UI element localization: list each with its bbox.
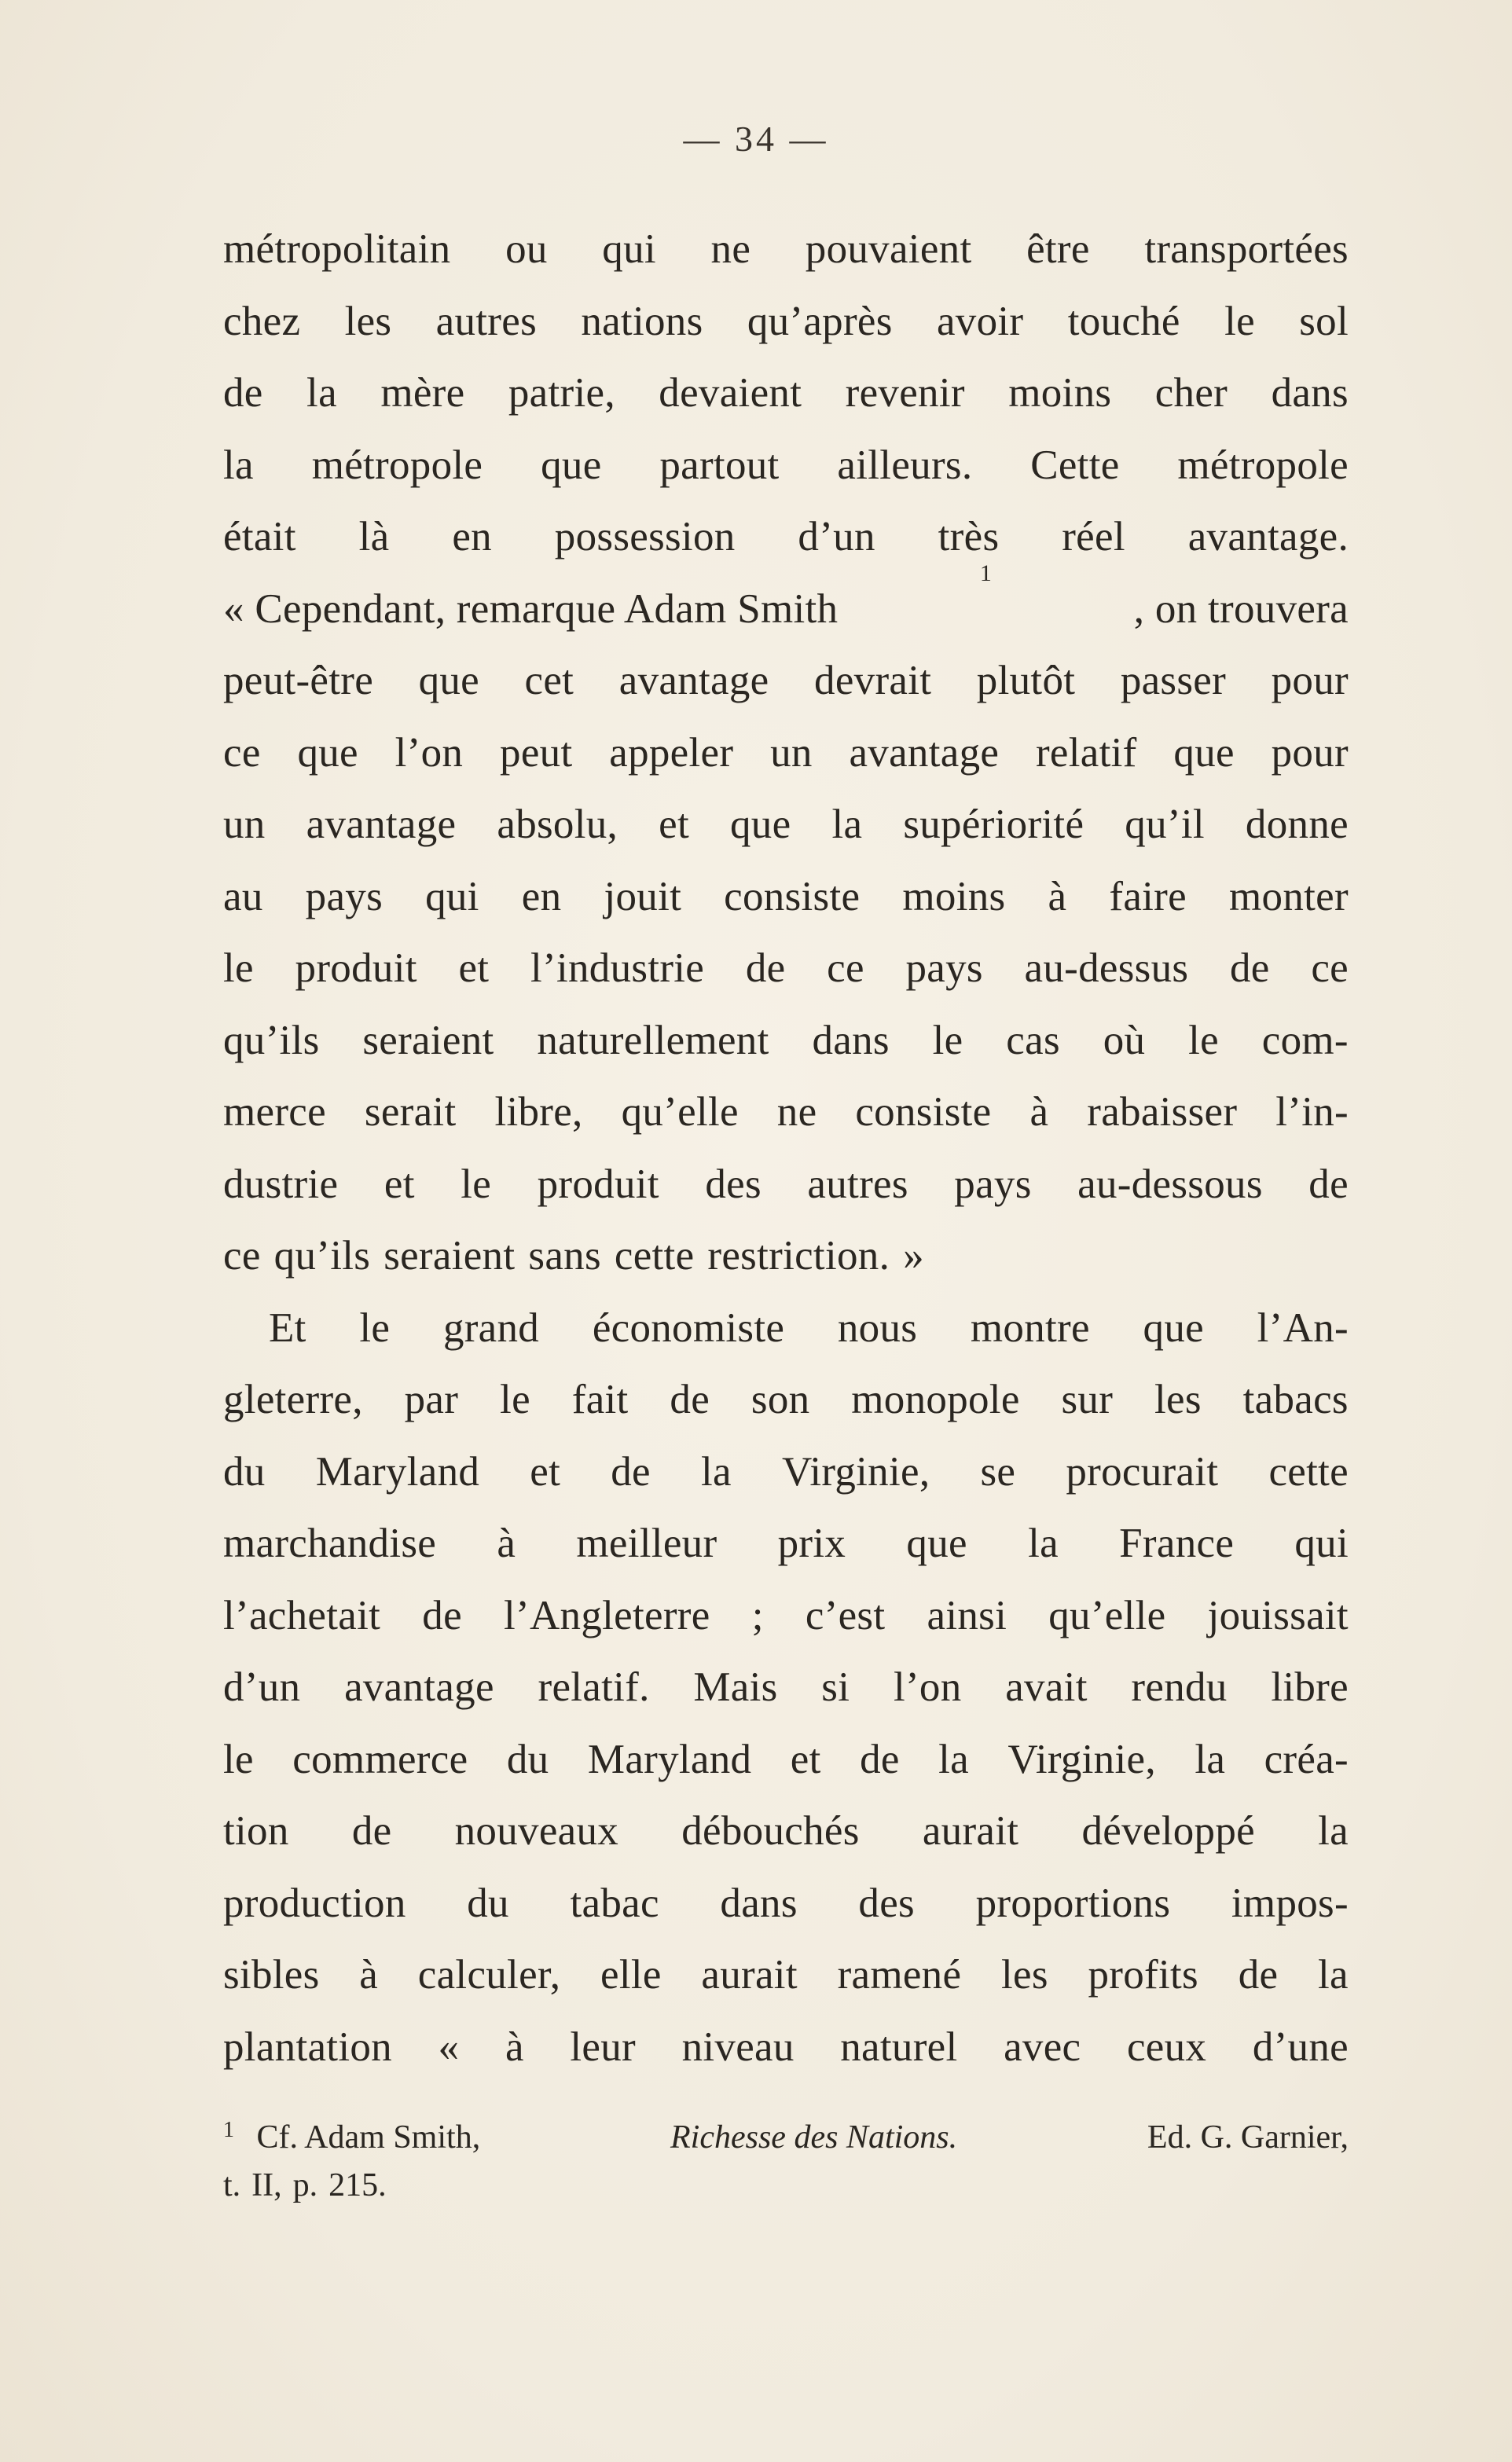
word: revenir bbox=[845, 370, 965, 416]
word: cas bbox=[1006, 1017, 1060, 1063]
text-line bbox=[223, 1796, 1349, 1868]
word: produit bbox=[537, 1161, 659, 1207]
word: métropolitain bbox=[223, 226, 451, 272]
text-line bbox=[223, 1364, 1349, 1436]
word: produit bbox=[295, 945, 417, 991]
word: créa- bbox=[1264, 1736, 1349, 1782]
word: du bbox=[223, 1448, 266, 1495]
footnote-group bbox=[223, 2114, 480, 2162]
word: naturellement bbox=[537, 1017, 769, 1063]
text-line bbox=[223, 933, 1349, 1005]
word: rabaisser bbox=[1087, 1089, 1238, 1135]
word: de bbox=[860, 1736, 900, 1782]
word: autres bbox=[807, 1161, 908, 1207]
word: ne bbox=[710, 226, 751, 272]
text-line bbox=[223, 286, 1349, 358]
word: les bbox=[1154, 1377, 1202, 1422]
word: chez bbox=[223, 298, 301, 344]
word: Cette bbox=[1030, 442, 1120, 488]
word: appeler bbox=[609, 729, 734, 776]
word: très bbox=[938, 514, 1000, 560]
word: sol bbox=[1299, 298, 1349, 344]
word: rendu bbox=[1131, 1664, 1228, 1710]
word: du bbox=[467, 1880, 509, 1926]
word: restriction. bbox=[707, 1233, 890, 1279]
word: ne bbox=[776, 1089, 817, 1135]
word: qu’après bbox=[747, 298, 893, 344]
word: aurait bbox=[701, 1952, 798, 1998]
text-line bbox=[223, 214, 1349, 286]
word: seraient bbox=[384, 1233, 516, 1279]
footnote-marker: 1 bbox=[223, 2118, 234, 2142]
word: les bbox=[344, 298, 392, 344]
word: le bbox=[223, 945, 254, 991]
word: avantage bbox=[344, 1664, 494, 1710]
word: ailleurs. bbox=[837, 442, 973, 488]
word: à bbox=[1048, 873, 1067, 919]
word: qui bbox=[1294, 1521, 1349, 1566]
word: avantage. bbox=[1187, 514, 1349, 560]
word: ramené bbox=[837, 1952, 962, 1998]
word: la bbox=[223, 442, 254, 488]
word: avoir bbox=[936, 298, 1024, 344]
word: et bbox=[458, 945, 490, 991]
word: 215. bbox=[328, 2167, 387, 2203]
word: la bbox=[831, 802, 863, 847]
word: commerce bbox=[292, 1736, 468, 1782]
word: la bbox=[938, 1736, 969, 1782]
word: que bbox=[730, 802, 791, 847]
text-line bbox=[223, 1652, 1349, 1724]
text-line bbox=[223, 1436, 1349, 1509]
word: dans bbox=[812, 1017, 890, 1063]
word: pays bbox=[905, 945, 983, 991]
word: du bbox=[506, 1736, 549, 1782]
word: métropole bbox=[311, 442, 483, 488]
word: au-dessous bbox=[1077, 1161, 1263, 1207]
word: p. bbox=[292, 2167, 318, 2203]
word: l’industrie bbox=[530, 945, 705, 991]
word: d’une bbox=[1252, 2024, 1349, 2070]
word: à bbox=[1029, 1089, 1049, 1135]
word: que bbox=[297, 729, 358, 776]
word: de bbox=[1308, 1161, 1349, 1207]
word: libre bbox=[1271, 1664, 1349, 1710]
word: de bbox=[745, 945, 786, 991]
word: économiste bbox=[592, 1304, 785, 1351]
word: patrie, bbox=[508, 370, 615, 416]
word: qu’il bbox=[1125, 802, 1205, 847]
footnote-line bbox=[223, 2114, 1349, 2162]
word: cette bbox=[1268, 1448, 1349, 1495]
word: et bbox=[659, 802, 689, 847]
text-line bbox=[223, 1005, 1349, 1077]
word: production bbox=[223, 1880, 406, 1926]
word: moins bbox=[1008, 370, 1112, 416]
word: nouveaux bbox=[454, 1808, 619, 1854]
word: dustrie bbox=[223, 1161, 339, 1207]
word: transportées bbox=[1144, 226, 1349, 272]
word: qu’ils bbox=[273, 1233, 371, 1279]
word: France bbox=[1119, 1521, 1235, 1566]
word: les bbox=[1001, 1952, 1048, 1998]
word: Et bbox=[269, 1304, 306, 1351]
text-line bbox=[223, 1220, 1349, 1293]
word: que bbox=[1143, 1304, 1204, 1351]
word: II, bbox=[251, 2167, 282, 2203]
word: possession bbox=[554, 514, 736, 560]
text-line bbox=[223, 2012, 1349, 2084]
word: dans bbox=[1271, 370, 1349, 416]
word: l’in- bbox=[1275, 1089, 1349, 1135]
word: tabac bbox=[570, 1880, 659, 1926]
word: le bbox=[500, 1377, 530, 1422]
word: la bbox=[1318, 1952, 1349, 1998]
word: Maryland bbox=[587, 1736, 752, 1782]
word: pays bbox=[954, 1161, 1032, 1207]
word: t. bbox=[223, 2167, 241, 2203]
word: cher bbox=[1154, 370, 1228, 416]
word: profits bbox=[1088, 1952, 1198, 1998]
word: si bbox=[821, 1664, 850, 1710]
word: donne bbox=[1245, 802, 1349, 847]
word: à bbox=[505, 2024, 524, 2070]
word: à bbox=[497, 1521, 516, 1566]
word: cet bbox=[524, 658, 574, 703]
word: sans bbox=[528, 1233, 601, 1279]
word: autres bbox=[435, 298, 538, 344]
text-line bbox=[223, 1939, 1349, 2012]
word: jouissait bbox=[1207, 1592, 1349, 1638]
word: que bbox=[418, 658, 479, 703]
word: Virginie, bbox=[781, 1448, 930, 1495]
word: avantage bbox=[618, 658, 769, 703]
footnote-line bbox=[223, 2162, 1349, 2210]
word: ceux bbox=[1126, 2024, 1207, 2070]
word: le bbox=[932, 1017, 963, 1063]
word: sibles bbox=[223, 1952, 320, 1998]
text-line bbox=[223, 1293, 1349, 1365]
word: la bbox=[1028, 1521, 1059, 1566]
word: ; bbox=[751, 1592, 764, 1638]
word: ce bbox=[827, 945, 864, 991]
text-line bbox=[223, 645, 1349, 717]
text-line bbox=[223, 717, 1349, 790]
word: avec bbox=[1004, 2024, 1081, 2070]
word: de bbox=[223, 370, 263, 416]
word: de bbox=[422, 1592, 462, 1638]
word: développé bbox=[1081, 1808, 1255, 1854]
word: le bbox=[223, 1736, 254, 1782]
word: le bbox=[461, 1161, 492, 1207]
word: débouchés bbox=[681, 1808, 860, 1854]
word: la bbox=[306, 370, 337, 416]
word: par bbox=[404, 1377, 459, 1422]
footnote-prefix: Cf. Adam Smith, bbox=[256, 2119, 481, 2156]
footnote-suffix: Ed. G. Garnier, bbox=[1147, 2119, 1349, 2156]
word: ainsi bbox=[927, 1592, 1007, 1638]
word: là bbox=[358, 514, 390, 560]
word: grand bbox=[442, 1304, 540, 1351]
word: merce bbox=[223, 1089, 326, 1135]
word: « bbox=[438, 2024, 460, 2070]
word: qu’elle bbox=[621, 1089, 739, 1135]
word: le bbox=[1224, 298, 1255, 344]
word: dans bbox=[720, 1880, 798, 1926]
word: la bbox=[700, 1448, 732, 1495]
word: l’achetait bbox=[223, 1592, 381, 1638]
word: ce bbox=[1311, 945, 1349, 991]
text-line bbox=[223, 1868, 1349, 1940]
word: qu’ils bbox=[223, 1017, 320, 1063]
word: un bbox=[223, 802, 266, 847]
word: métropole bbox=[1177, 442, 1349, 488]
word: pour bbox=[1271, 658, 1349, 703]
word: tabacs bbox=[1242, 1377, 1349, 1422]
word: Mais bbox=[693, 1664, 778, 1710]
word: absolu, bbox=[497, 802, 618, 847]
word: proportions bbox=[975, 1880, 1171, 1926]
text-segment: « Cependant, remarque Adam Smith bbox=[223, 585, 839, 632]
text-line bbox=[223, 1508, 1349, 1580]
word: pays bbox=[305, 873, 384, 919]
word: que bbox=[541, 442, 602, 488]
word: l’on bbox=[395, 729, 464, 776]
text-line bbox=[223, 789, 1349, 861]
word: peut-être bbox=[223, 658, 374, 703]
word: et bbox=[790, 1736, 821, 1782]
word: qui bbox=[425, 873, 479, 919]
word: moins bbox=[902, 873, 1006, 919]
word: leur bbox=[570, 2024, 636, 2070]
word: plutôt bbox=[976, 658, 1076, 703]
text-line bbox=[223, 430, 1349, 502]
word: en bbox=[452, 514, 492, 560]
word: avantage bbox=[849, 729, 1000, 776]
word: ou bbox=[505, 226, 548, 272]
word: calculer, bbox=[417, 1952, 561, 1998]
word: de bbox=[1238, 1952, 1279, 1998]
word: montre bbox=[970, 1304, 1090, 1351]
word: consiste bbox=[855, 1089, 992, 1135]
word: un bbox=[770, 729, 813, 776]
word: avantage bbox=[306, 802, 457, 847]
word: gleterre, bbox=[223, 1377, 363, 1422]
word: qu’elle bbox=[1048, 1592, 1166, 1638]
word: relatif. bbox=[538, 1664, 650, 1710]
word: où bbox=[1103, 1017, 1146, 1063]
word: son bbox=[750, 1377, 810, 1422]
word: » bbox=[903, 1233, 924, 1279]
word: l’on bbox=[893, 1664, 962, 1710]
word: seraient bbox=[362, 1017, 494, 1063]
word: d’un bbox=[223, 1664, 301, 1710]
word: touché bbox=[1067, 298, 1180, 344]
word: peut bbox=[500, 729, 573, 776]
word: fait bbox=[571, 1377, 629, 1422]
word: monter bbox=[1229, 873, 1349, 919]
word: devaient bbox=[659, 370, 802, 416]
word: pour bbox=[1271, 729, 1349, 776]
word: tion bbox=[223, 1808, 289, 1854]
word: à bbox=[359, 1952, 379, 1998]
word: elle bbox=[600, 1952, 662, 1998]
word: meilleur bbox=[576, 1521, 717, 1566]
footnote-reference: 1 bbox=[979, 560, 993, 586]
word: pouvaient bbox=[805, 226, 972, 272]
text-line bbox=[223, 501, 1349, 574]
word: c’est bbox=[805, 1592, 886, 1638]
word: libre, bbox=[494, 1089, 583, 1135]
word: de bbox=[670, 1377, 710, 1422]
word: supériorité bbox=[903, 802, 1084, 847]
word: que bbox=[1173, 729, 1235, 776]
word: prix bbox=[777, 1521, 846, 1566]
text-line bbox=[223, 1077, 1349, 1149]
word: nous bbox=[837, 1304, 918, 1351]
word: faire bbox=[1109, 873, 1187, 919]
word: procurait bbox=[1066, 1448, 1219, 1495]
text-line bbox=[223, 1149, 1349, 1221]
word: partout bbox=[659, 442, 780, 488]
word: ce bbox=[223, 729, 261, 776]
word: était bbox=[223, 514, 296, 560]
word: jouit bbox=[604, 873, 682, 919]
word: monopole bbox=[851, 1377, 1020, 1422]
text-line-with-footnote-ref bbox=[223, 560, 1349, 646]
word: des bbox=[858, 1880, 915, 1926]
word: Virginie, bbox=[1007, 1736, 1156, 1782]
word: Maryland bbox=[315, 1448, 480, 1495]
word: qui bbox=[602, 226, 656, 272]
word: en bbox=[521, 873, 562, 919]
text-line bbox=[223, 1580, 1349, 1653]
word: au-dessus bbox=[1024, 945, 1189, 991]
word: d’un bbox=[798, 514, 875, 560]
word: la bbox=[1195, 1736, 1226, 1782]
word: et bbox=[384, 1161, 415, 1207]
page-number: — 34 — bbox=[683, 119, 829, 159]
body-text bbox=[223, 214, 1349, 2083]
word: com- bbox=[1261, 1017, 1349, 1063]
word: impos- bbox=[1231, 1880, 1349, 1926]
word: de bbox=[1230, 945, 1270, 991]
word: passer bbox=[1120, 658, 1227, 703]
word: la bbox=[1318, 1808, 1349, 1854]
word: de bbox=[351, 1808, 392, 1854]
text-line bbox=[223, 1724, 1349, 1796]
word: mère bbox=[380, 370, 465, 416]
word: aurait bbox=[922, 1808, 1019, 1854]
word: relatif bbox=[1035, 729, 1137, 776]
word: nations bbox=[581, 298, 703, 344]
word: l’An- bbox=[1257, 1304, 1349, 1351]
word: de bbox=[611, 1448, 651, 1495]
word: marchandise bbox=[223, 1521, 437, 1566]
word: se bbox=[980, 1448, 1016, 1495]
word: cette bbox=[614, 1233, 695, 1279]
word: ce bbox=[223, 1233, 261, 1279]
word: des bbox=[705, 1161, 762, 1207]
footnote bbox=[223, 2114, 1349, 2210]
word: consiste bbox=[724, 873, 861, 919]
word: le bbox=[1188, 1017, 1219, 1063]
word: que bbox=[906, 1521, 967, 1566]
word: et bbox=[530, 1448, 561, 1495]
word: le bbox=[359, 1304, 391, 1351]
word: naturel bbox=[840, 2024, 958, 2070]
word: au bbox=[223, 873, 263, 919]
word: plantation bbox=[223, 2024, 392, 2070]
text-line bbox=[223, 861, 1349, 934]
text-segment: , on trouvera bbox=[1133, 585, 1349, 632]
word: niveau bbox=[681, 2024, 795, 2070]
word: devrait bbox=[814, 658, 932, 703]
footnote-title: Richesse des Nations. bbox=[670, 2119, 958, 2156]
word: l’Angleterre bbox=[504, 1592, 710, 1638]
word: serait bbox=[364, 1089, 457, 1135]
text-line bbox=[223, 358, 1349, 430]
word: sur bbox=[1061, 1377, 1114, 1422]
word: réel bbox=[1062, 514, 1125, 560]
word: avait bbox=[1005, 1664, 1088, 1710]
word: être bbox=[1026, 226, 1090, 272]
